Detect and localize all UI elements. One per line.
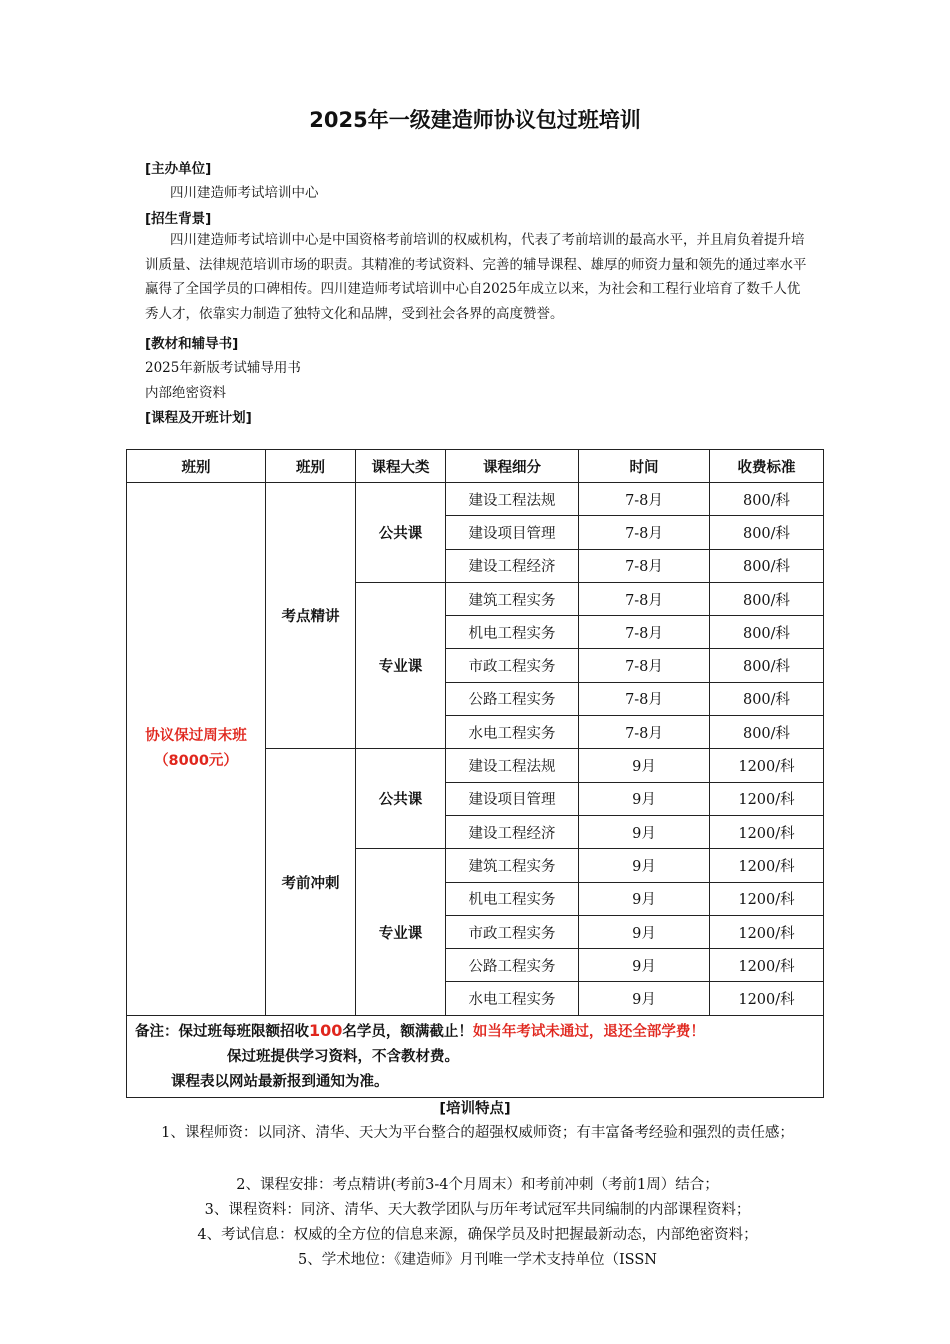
time-cell: 7-8月	[579, 716, 710, 749]
course-cell: 建筑工程实务	[446, 849, 579, 882]
course-cell: 建设工程经济	[446, 549, 579, 582]
fee-cell: 1200/科	[710, 882, 824, 915]
header-cell: 班别	[127, 450, 266, 483]
class-name-cell	[127, 483, 266, 1016]
header-cell: 班别	[266, 450, 356, 483]
fee-cell: 800/科	[710, 716, 824, 749]
background-label: [招生背景]	[145, 211, 212, 227]
time-cell: 7-8月	[579, 682, 710, 715]
time-cell: 9月	[579, 915, 710, 948]
table-header-row	[127, 450, 824, 483]
time-cell: 9月	[579, 949, 710, 982]
header-cell: 时间	[579, 450, 710, 483]
class-name: 协议保过周末班	[145, 727, 247, 744]
header-cell: 课程大类	[356, 450, 446, 483]
header-cell: 收费标准	[710, 450, 824, 483]
course-cell: 市政工程实务	[446, 649, 579, 682]
time-cell: 9月	[579, 849, 710, 882]
time-cell: 9月	[579, 882, 710, 915]
category-cell: 公共课	[356, 749, 446, 849]
time-cell: 7-8月	[579, 616, 710, 649]
course-cell: 建设工程法规	[446, 483, 579, 516]
feature-item: 3、课程资料：同济、清华、天大教学团队与历年考试冠军共同编制的内部课程资料；	[204, 1202, 751, 1218]
material-item: 2025年新版考试辅导用书	[145, 360, 301, 376]
feature-item: 1、课程师资：以同济、清华、天大为平台整合的超强权威师资；有丰富备考经验和强烈的责任感；	[161, 1125, 794, 1141]
course-cell: 公路工程实务	[446, 682, 579, 715]
feature-item: 5、学术地位：《建造师》月刊唯一学术支持单位（ISSN	[297, 1252, 657, 1268]
time-cell: 7-8月	[579, 582, 710, 615]
fee-cell: 1200/科	[710, 849, 824, 882]
course-cell: 建设项目管理	[446, 516, 579, 549]
host-label: [主办单位]	[145, 161, 212, 177]
fee-cell: 800/科	[710, 682, 824, 715]
time-cell: 7-8月	[579, 483, 710, 516]
time-cell: 9月	[579, 782, 710, 815]
time-cell: 7-8月	[579, 649, 710, 682]
course-cell: 市政工程实务	[446, 915, 579, 948]
time-cell: 7-8月	[579, 516, 710, 549]
schedule-label: [课程及开班计划]	[145, 410, 252, 426]
features-label: [培训特点]	[439, 1101, 511, 1117]
fee-cell: 1200/科	[710, 815, 824, 848]
page-title: 2025年一级建造师协议包过班培训	[309, 108, 641, 132]
materials-label: [教材和辅导书]	[145, 336, 239, 352]
note-line-2: 保过班提供学习资料，不含教材费。	[227, 1048, 459, 1065]
time-cell: 9月	[579, 749, 710, 782]
note-count: 100	[309, 1020, 343, 1040]
course-cell: 公路工程实务	[446, 949, 579, 982]
stage-cell: 考前冲刺	[266, 749, 356, 1015]
background-text: 四川建造师考试培训中心是中国资格考前培训的权威机构，代表了考前培训的最高水平，并且肩负着提升培训质量、法律规范培训市场的职责。其精准的考试资料、完善的辅导课程、雄厚的师资力量和领先的通过率水平赢得了全国学员的口碑相传。四川建造师考试培训中心自2025年成立以来，为社会和工程行业培育了数千人优秀人才，依靠实力制造了独特文化和品牌，受到社会各界的高度赞誉。	[145, 232, 807, 322]
course-cell: 水电工程实务	[446, 716, 579, 749]
note-prefix: 备注：保过班每班限额招收	[135, 1023, 309, 1040]
table-row	[127, 483, 824, 516]
course-cell: 建设项目管理	[446, 782, 579, 815]
host-value: 四川建造师考试培训中心	[170, 185, 319, 201]
course-cell: 机电工程实务	[446, 616, 579, 649]
fee-cell: 1200/科	[710, 982, 824, 1015]
material-item: 内部绝密资料	[145, 385, 226, 401]
fee-cell: 1200/科	[710, 782, 824, 815]
fee-cell: 800/科	[710, 649, 824, 682]
course-cell: 水电工程实务	[446, 982, 579, 1015]
fee-cell: 800/科	[710, 549, 824, 582]
category-cell: 专业课	[356, 582, 446, 748]
note-cell	[127, 1015, 824, 1097]
feature-item: 2、课程安排：考点精讲(考前3-4个月周末）和考前冲刺（考前1周）结合；	[236, 1177, 719, 1193]
fee-cell: 800/科	[710, 483, 824, 516]
note-suffix: 名学员，额满截止！	[342, 1023, 473, 1040]
category-cell: 专业课	[356, 849, 446, 1015]
time-cell: 7-8月	[579, 549, 710, 582]
fee-cell: 1200/科	[710, 749, 824, 782]
fee-cell: 1200/科	[710, 949, 824, 982]
header-cell: 课程细分	[446, 450, 579, 483]
fee-cell: 800/科	[710, 616, 824, 649]
time-cell: 9月	[579, 982, 710, 1015]
stage-cell: 考点精讲	[266, 483, 356, 749]
fee-cell: 1200/科	[710, 915, 824, 948]
feature-item: 4、考试信息：权威的全方位的信息来源，确保学员及时把握最新动态，内部绝密资料；	[197, 1227, 758, 1243]
course-cell: 机电工程实务	[446, 882, 579, 915]
category-cell: 公共课	[356, 483, 446, 583]
course-cell: 建设工程法规	[446, 749, 579, 782]
note-line-3: 课程表以网站最新报到通知为准。	[171, 1073, 389, 1090]
note-line-1	[135, 1018, 815, 1045]
course-cell: 建筑工程实务	[446, 582, 579, 615]
class-price: （8000元）	[154, 752, 238, 769]
note-warning: 如当年考试未通过，退还全部学费！	[472, 1023, 705, 1040]
fee-cell: 800/科	[710, 516, 824, 549]
note-row	[127, 1015, 824, 1097]
schedule-table	[126, 449, 824, 1098]
fee-cell: 800/科	[710, 582, 824, 615]
time-cell: 9月	[579, 815, 710, 848]
course-cell: 建设工程经济	[446, 815, 579, 848]
